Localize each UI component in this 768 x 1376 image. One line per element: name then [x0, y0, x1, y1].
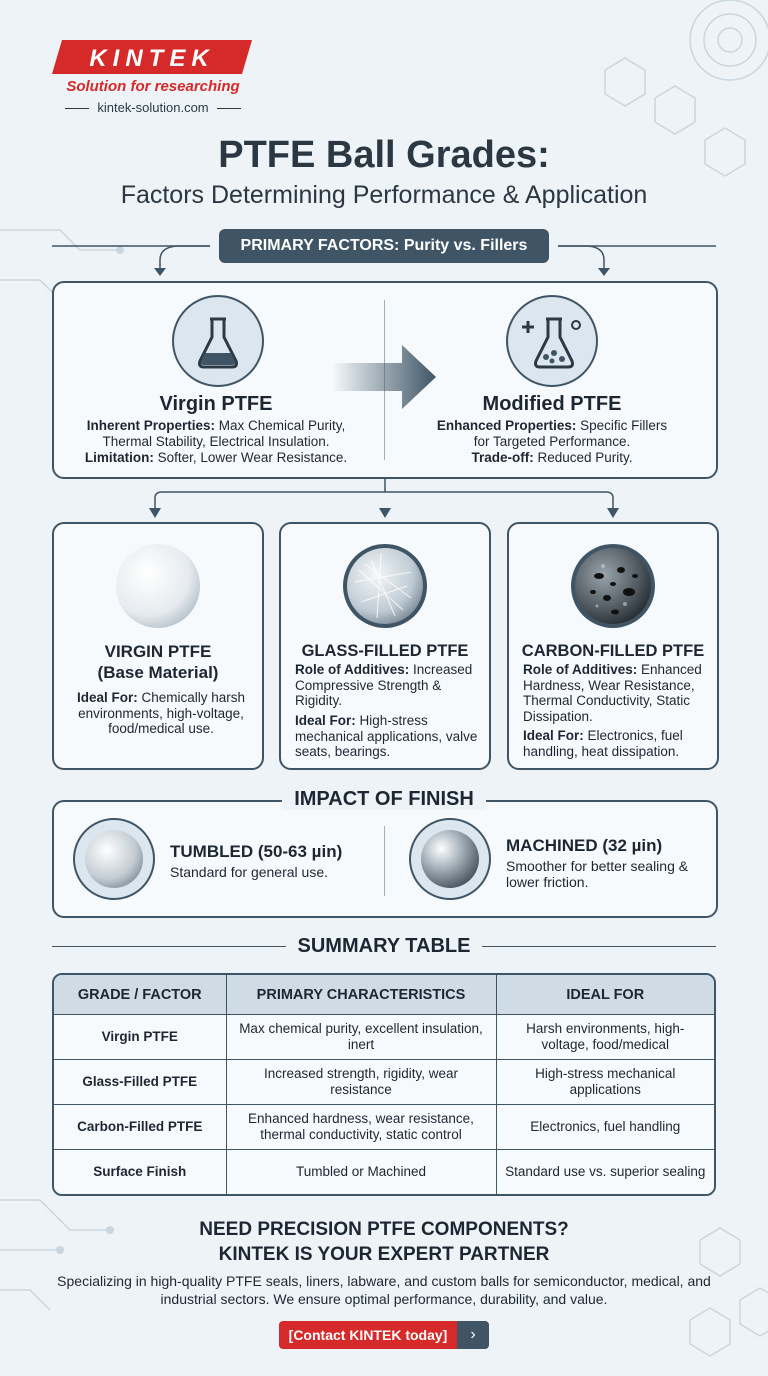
label: Inherent Properties:: [86, 418, 215, 433]
table-cell: Harsh environments, high-voltage, food/medical: [496, 1015, 714, 1060]
table-row: [54, 1015, 714, 1060]
primary-factors-pill: PRIMARY FACTORS: Purity vs. Fillers: [219, 229, 549, 263]
grade-card-carbon: [507, 522, 719, 770]
page-subtitle: Factors Determining Performance & Application: [120, 181, 648, 209]
text: Increased Compressive Strength & Rigidity.: [295, 662, 473, 708]
summary-title-wrap: [0, 935, 768, 958]
finish-title-wrap: [0, 788, 768, 811]
kintek-logo: [52, 40, 252, 74]
label: Enhanced Properties:: [436, 418, 577, 433]
modified-ptfe-desc: [404, 418, 700, 466]
grade-ideal: [523, 728, 709, 759]
table-row: [54, 1060, 714, 1105]
table-cell: Carbon-Filled PTFE: [54, 1105, 226, 1150]
table-cell: Standard use vs. superior sealing: [496, 1150, 714, 1195]
column-header: IDEAL FOR: [496, 975, 714, 1015]
text: Electronics, fuel handling, heat dissipation.: [523, 728, 683, 759]
tumbled-ball-icon: [72, 817, 156, 901]
machined-desc: Smoother for better sealing & lower friction.: [506, 858, 689, 890]
contact-button-label[interactable]: [Contact KINTEK today]: [279, 1321, 457, 1349]
table-cell: Electronics, fuel handling: [496, 1105, 714, 1150]
table-cell: Virgin PTFE: [54, 1015, 226, 1060]
modified-ptfe-heading: Modified PTFE: [482, 393, 622, 415]
grade-subtitle: (Base Material): [97, 663, 219, 682]
summary-table: [54, 975, 714, 1194]
text: Thermal Stability, Electrical Insulation.: [102, 434, 330, 449]
text: Max Chemical Purity,: [215, 418, 346, 433]
tumbled-title: TUMBLED (50-63 µin): [170, 842, 343, 861]
flask-additives-icon: [506, 295, 598, 387]
table-row: [54, 1150, 714, 1195]
table-row: [54, 1105, 714, 1150]
table-cell: High-stress mechanical applications: [496, 1060, 714, 1105]
grade-role: [523, 662, 709, 724]
finish-divider: [384, 826, 385, 896]
label: Role of Additives:: [295, 662, 410, 677]
text: Reduced Purity.: [533, 450, 633, 465]
grade-title: CARBON-FILLED PTFE: [521, 642, 705, 660]
text: Softer, Lower Wear Resistance.: [153, 450, 348, 465]
machined-title: MACHINED (32 µin): [506, 836, 663, 855]
arrow-right-icon: [332, 345, 440, 409]
cta-body: Specializing in high-quality PTFE seals, liners, labware, and custom balls for semiconductor, medical, and industrial sectors. We ensure optimal performance, durability, and value.: [57, 1273, 711, 1307]
grade-ideal: [68, 690, 254, 737]
grade-card-glass: [279, 522, 491, 770]
contact-button[interactable]: [279, 1321, 489, 1349]
grade-title: VIRGIN PTFE: [104, 642, 212, 661]
finish-title: IMPACT OF FINISH: [282, 788, 486, 810]
glass-ball-icon: [341, 542, 429, 630]
grade-role: [295, 662, 481, 709]
summary-table-wrap: [52, 973, 716, 1196]
chevron-right-icon[interactable]: ›: [457, 1321, 489, 1349]
label: Limitation:: [84, 450, 154, 465]
cta-heading-line1: NEED PRECISION PTFE COMPONENTS?: [199, 1219, 569, 1240]
summary-title: SUMMARY TABLE: [286, 935, 483, 957]
cta-heading-line2: KINTEK IS YOUR EXPERT PARTNER: [218, 1244, 550, 1265]
flask-icon: [172, 295, 264, 387]
table-cell: Enhanced hardness, wear resistance, thermal conductivity, static control: [226, 1105, 496, 1150]
text: High-stress mechanical applications, valve seats, bearings.: [295, 713, 478, 759]
label: Role of Additives:: [523, 662, 638, 677]
column-header: PRIMARY CHARACTERISTICS: [226, 975, 496, 1015]
text: Specific Fillers: [576, 418, 668, 433]
text: Chemically harsh environments, high-voltage, food/medical use.: [78, 690, 246, 736]
tumbled-desc: Standard for general use.: [170, 864, 328, 880]
page-title: PTFE Ball Grades:: [218, 134, 550, 176]
label: Ideal For:: [76, 690, 138, 705]
table-cell: Tumbled or Machined: [226, 1150, 496, 1195]
logo-text: KINTEK: [89, 45, 215, 72]
label: Trade-off:: [471, 450, 534, 465]
table-header-row: [54, 975, 714, 1015]
cta-heading: [0, 1217, 768, 1267]
grade-ideal: [295, 713, 481, 760]
table-cell: Max chemical purity, excellent insulation, inert: [226, 1015, 496, 1060]
text: Enhanced Hardness, Wear Resistance, Thermal Conductivity, Static Dissipation.: [523, 662, 702, 724]
virgin-ptfe-desc: [68, 418, 364, 466]
text: for Targeted Performance.: [473, 434, 631, 449]
label: Ideal For:: [295, 713, 356, 728]
table-cell: Surface Finish: [54, 1150, 226, 1195]
machined-ball-icon: [408, 817, 492, 901]
virgin-ptfe-heading: Virgin PTFE: [159, 393, 273, 415]
column-header: GRADE / FACTOR: [54, 975, 226, 1015]
carbon-ball-icon: [569, 542, 657, 630]
grade-card-virgin: [52, 522, 264, 770]
table-cell: Glass-Filled PTFE: [54, 1060, 226, 1105]
table-cell: Increased strength, rigidity, wear resistance: [226, 1060, 496, 1105]
grade-title: GLASS-FILLED PTFE: [301, 642, 469, 660]
logo-tagline: Solution for researching: [66, 78, 240, 95]
white-ball-icon: [114, 542, 202, 630]
label: Ideal For:: [523, 728, 584, 743]
site-url[interactable]: kintek-solution.com: [48, 100, 258, 115]
